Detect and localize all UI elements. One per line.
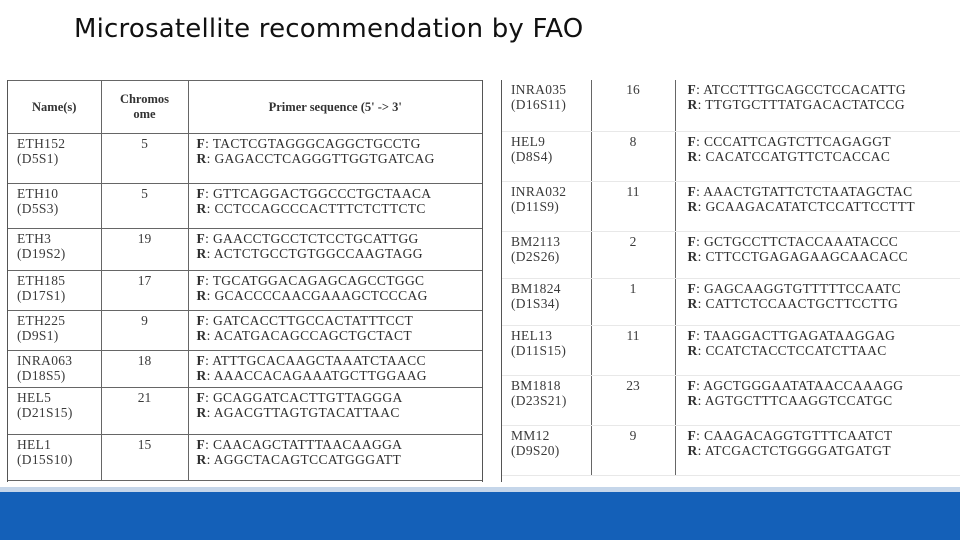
table-row bbox=[502, 181, 960, 231]
marker-name-cell bbox=[502, 131, 591, 181]
marker-locus: (D11S15) bbox=[511, 342, 567, 358]
marker-name: ETH3 bbox=[17, 231, 52, 246]
reverse-primer: R: AGGCTACAGTCCATGGGATT bbox=[196, 452, 402, 467]
reverse-primer: R: ACTCTGCCTGTGGCCAAGTAGG bbox=[196, 246, 423, 261]
left-table bbox=[8, 80, 482, 481]
marker-locus: (D5S3) bbox=[17, 201, 59, 216]
marker-name-cell bbox=[8, 435, 101, 481]
marker-name-cell bbox=[502, 325, 591, 375]
chromosome-cell bbox=[101, 271, 188, 311]
forward-primer: F: ATTTGCACAAGCTAAATCTAACC bbox=[196, 353, 426, 368]
chromosome-number: 11 bbox=[626, 183, 640, 199]
table-row bbox=[8, 271, 482, 311]
table-row bbox=[502, 375, 960, 425]
forward-primer: F: CAACAGCTATTTAACAAGGA bbox=[196, 437, 403, 452]
marker-locus: (D18S5) bbox=[17, 368, 66, 383]
table-row bbox=[8, 351, 482, 388]
primer-cell bbox=[188, 271, 482, 311]
table-header-row bbox=[8, 81, 482, 134]
forward-primer: F: AAACTGTATTCTCTAATAGCTAC bbox=[687, 183, 913, 199]
forward-primer: F: GCTGCCTTCTACCAAATACCC bbox=[687, 233, 899, 249]
footer-bar bbox=[0, 492, 960, 540]
table-row bbox=[502, 278, 960, 325]
chromosome-number: 19 bbox=[137, 231, 152, 246]
reverse-primer: R: CCATCTACCTCCATCTTAAC bbox=[687, 342, 887, 358]
chromosome-number: 5 bbox=[141, 186, 148, 201]
marker-locus: (D1S34) bbox=[511, 295, 560, 311]
primer-cell bbox=[675, 375, 960, 425]
marker-name: HEL9 bbox=[511, 133, 546, 149]
reverse-primer: R: AAACCACAGAAATGCTTGGAAG bbox=[196, 368, 427, 383]
primer-cell bbox=[188, 229, 482, 271]
table-row bbox=[8, 435, 482, 481]
table-row bbox=[502, 425, 960, 475]
marker-name-cell bbox=[8, 351, 101, 388]
header-primer-sequence: Primer sequence (5' -> 3' bbox=[188, 81, 482, 134]
chromosome-cell bbox=[591, 80, 675, 131]
marker-name-cell bbox=[8, 271, 101, 311]
primer-table-left bbox=[7, 80, 483, 482]
marker-name-cell bbox=[502, 181, 591, 231]
chromosome-cell bbox=[591, 325, 675, 375]
right-table bbox=[502, 80, 960, 476]
table-row bbox=[502, 80, 960, 131]
marker-name: INRA032 bbox=[511, 183, 567, 199]
forward-primer: F: AGCTGGGAATATAACCAAAGG bbox=[687, 377, 904, 393]
reverse-primer: R: TTGTGCTTTATGACACTATCCG bbox=[687, 97, 905, 112]
forward-primer: F: CCCATTCAGTCTTCAGAGGT bbox=[687, 133, 891, 149]
marker-name-cell bbox=[502, 80, 591, 131]
chromosome-number: 17 bbox=[137, 273, 152, 288]
marker-locus: (D9S20) bbox=[511, 442, 560, 458]
primer-cell bbox=[188, 435, 482, 481]
marker-name: ETH225 bbox=[17, 313, 66, 328]
marker-name-cell bbox=[502, 231, 591, 278]
chromosome-cell bbox=[101, 134, 188, 184]
marker-name-cell bbox=[502, 278, 591, 325]
chromosome-cell bbox=[591, 231, 675, 278]
chromosome-cell bbox=[591, 375, 675, 425]
reverse-primer: R: GCACCCCAACGAAAGCTCCCAG bbox=[196, 288, 428, 303]
marker-name-cell bbox=[502, 425, 591, 475]
chromosome-cell bbox=[591, 278, 675, 325]
table-row bbox=[8, 134, 482, 184]
reverse-primer: R: CACATCCATGTTCTCACCAC bbox=[687, 148, 891, 164]
reverse-primer: R: AGTGCTTTCAAGGTCCATGC bbox=[687, 392, 893, 408]
marker-name: HEL5 bbox=[17, 390, 52, 405]
chromosome-number: 8 bbox=[629, 133, 637, 149]
chromosome-cell bbox=[591, 425, 675, 475]
reverse-primer: R: GCAAGACATATCTCCATTCCTTT bbox=[687, 198, 915, 214]
reverse-primer: R: AGACGTTAGTGTACATTAAC bbox=[196, 405, 400, 420]
primer-cell bbox=[675, 425, 960, 475]
marker-locus: (D9S1) bbox=[17, 328, 59, 343]
chromosome-number: 5 bbox=[141, 136, 148, 151]
marker-name-cell bbox=[502, 375, 591, 425]
chromosome-number: 18 bbox=[137, 353, 152, 368]
primer-cell bbox=[675, 80, 960, 131]
forward-primer: F: GCAGGATCACTTGTTAGGGA bbox=[196, 390, 403, 405]
primer-cell bbox=[675, 278, 960, 325]
marker-locus: (D2S26) bbox=[511, 248, 560, 264]
marker-locus: (D15S10) bbox=[17, 452, 73, 467]
chromosome-number: 9 bbox=[629, 427, 637, 443]
table-row bbox=[8, 229, 482, 271]
primer-cell bbox=[675, 131, 960, 181]
marker-locus: (D8S4) bbox=[511, 148, 553, 164]
marker-name: HEL13 bbox=[511, 327, 553, 343]
chromosome-cell bbox=[101, 435, 188, 481]
forward-primer: F: CAAGACAGGTGTTTCAATCT bbox=[687, 427, 893, 443]
chromosome-cell bbox=[101, 184, 188, 229]
chromosome-cell bbox=[101, 311, 188, 351]
reverse-primer: R: CATTCTCCAACTGCTTCCTTG bbox=[687, 295, 899, 311]
reverse-primer: R: ATCGACTCTGGGGATGATGT bbox=[687, 442, 891, 458]
primer-cell bbox=[675, 181, 960, 231]
header-chromosome: Chromos ome bbox=[101, 81, 188, 134]
primer-cell bbox=[188, 184, 482, 229]
marker-locus: (D19S2) bbox=[17, 246, 66, 261]
marker-name-cell bbox=[8, 388, 101, 435]
marker-name: ETH185 bbox=[17, 273, 66, 288]
chromosome-number: 11 bbox=[626, 327, 640, 343]
primer-cell bbox=[188, 311, 482, 351]
forward-primer: F: GATCACCTTGCCACTATTTCCT bbox=[196, 313, 414, 328]
marker-name: ETH10 bbox=[17, 186, 59, 201]
chromosome-cell bbox=[101, 388, 188, 435]
marker-name-cell bbox=[8, 311, 101, 351]
marker-name-cell bbox=[8, 229, 101, 271]
marker-name: BM1818 bbox=[511, 377, 561, 393]
reverse-primer: R: CCTCCAGCCCACTTTCTCTTCTC bbox=[196, 201, 426, 216]
chromosome-cell bbox=[591, 131, 675, 181]
chromosome-cell bbox=[101, 351, 188, 388]
table-row bbox=[502, 325, 960, 375]
primer-cell bbox=[188, 388, 482, 435]
marker-locus: (D23S21) bbox=[511, 392, 567, 408]
forward-primer: F: GAACCTGCCTCTCCTGCATTGG bbox=[196, 231, 419, 246]
marker-name: BM1824 bbox=[511, 280, 561, 296]
chromosome-number: 9 bbox=[141, 313, 148, 328]
marker-locus: (D17S1) bbox=[17, 288, 66, 303]
primer-cell bbox=[188, 351, 482, 388]
marker-name: INRA035 bbox=[511, 82, 567, 97]
chromosome-number: 21 bbox=[137, 390, 152, 405]
marker-locus: (D16S11) bbox=[511, 97, 567, 112]
chromosome-number: 23 bbox=[626, 377, 640, 393]
marker-name: ETH152 bbox=[17, 136, 66, 151]
forward-primer: F: ATCCTTTGCAGCCTCCACATTG bbox=[687, 82, 906, 97]
primer-table-right bbox=[501, 80, 960, 482]
table-row bbox=[502, 131, 960, 181]
marker-name: HEL1 bbox=[17, 437, 52, 452]
primer-cell bbox=[675, 325, 960, 375]
forward-primer: F: GTTCAGGACTGGCCCTGCTAACA bbox=[196, 186, 432, 201]
chromosome-cell bbox=[591, 181, 675, 231]
forward-primer: F: TACTCGTAGGGCAGGCTGCCTG bbox=[196, 136, 421, 151]
reverse-primer: R: CTTCCTGAGAGAAGCAACACC bbox=[687, 248, 908, 264]
reverse-primer: R: ACATGACAGCCAGCTGCTACT bbox=[196, 328, 412, 343]
chromosome-number: 1 bbox=[629, 280, 637, 296]
header-names: Name(s) bbox=[8, 81, 101, 134]
chromosome-number: 16 bbox=[626, 82, 640, 97]
table-row bbox=[8, 184, 482, 229]
marker-locus: (D21S15) bbox=[17, 405, 73, 420]
primer-cell bbox=[675, 231, 960, 278]
marker-name: BM2113 bbox=[511, 233, 561, 249]
marker-locus: (D11S9) bbox=[511, 198, 560, 214]
reverse-primer: R: GAGACCTCAGGGTTGGTGATCAG bbox=[196, 151, 435, 166]
forward-primer: F: TAAGGACTTGAGATAAGGAG bbox=[687, 327, 896, 343]
marker-name: MM12 bbox=[511, 427, 550, 443]
chromosome-number: 2 bbox=[629, 233, 637, 249]
slide-title: Microsatellite recommendation by FAO bbox=[74, 14, 584, 44]
marker-name: INRA063 bbox=[17, 353, 73, 368]
forward-primer: F: GAGCAAGGTGTTTTTCCAATC bbox=[687, 280, 902, 296]
marker-locus: (D5S1) bbox=[17, 151, 59, 166]
marker-name-cell bbox=[8, 134, 101, 184]
primer-cell bbox=[188, 134, 482, 184]
table-row bbox=[8, 388, 482, 435]
marker-name-cell bbox=[8, 184, 101, 229]
chromosome-number: 15 bbox=[137, 437, 152, 452]
chromosome-cell bbox=[101, 229, 188, 271]
forward-primer: F: TGCATGGACAGAGCAGCCTGGC bbox=[196, 273, 425, 288]
table-row bbox=[8, 311, 482, 351]
table-row bbox=[502, 231, 960, 278]
